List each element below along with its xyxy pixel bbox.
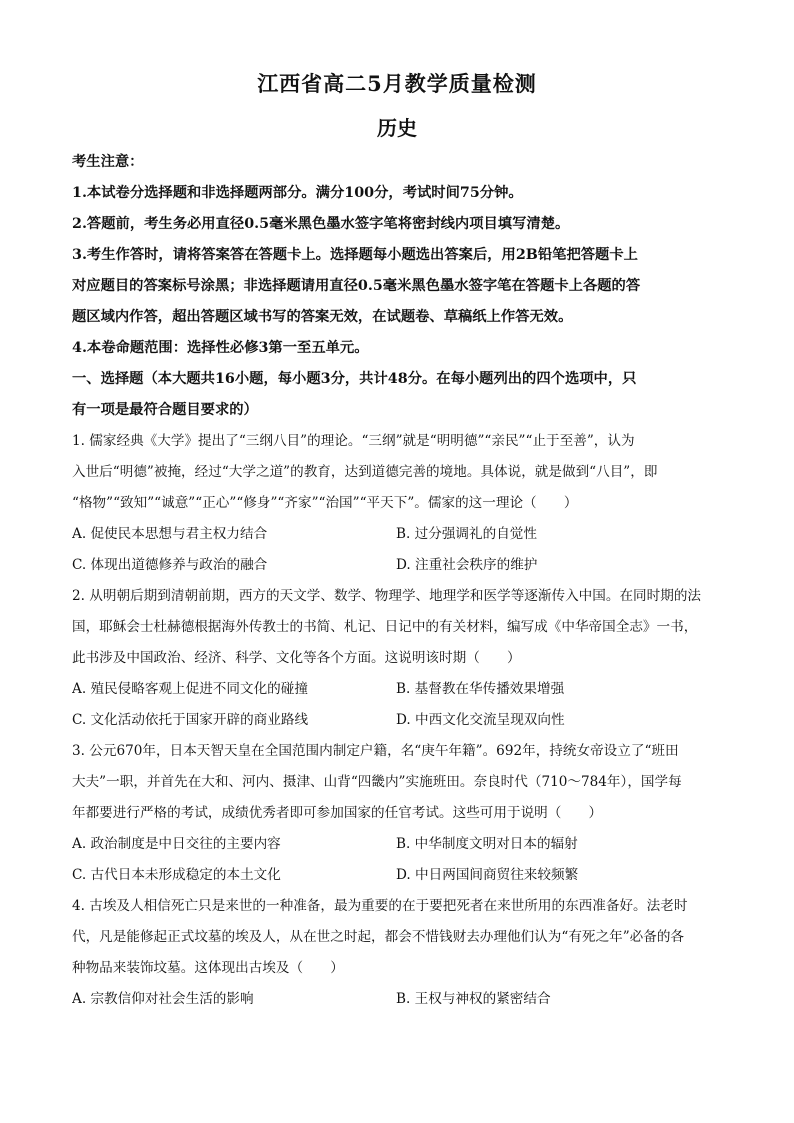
question-3 [72, 736, 724, 891]
option-b: B. 过分强调礼的自觉性 [396, 526, 537, 542]
section-heading: 有一项是最符合题目要求的） [72, 402, 258, 418]
option-c: C. 文化活动依托于国家开辟的商业路线 [72, 712, 309, 728]
question-text: 此书涉及中国政治、经济、科学、文化等各个方面。这说明该时期（ ） [72, 650, 521, 666]
option-b: B. 王权与神权的紧密结合 [396, 991, 551, 1007]
option-a: A. 殖民侵略客观上促进不同文化的碰撞 [72, 681, 308, 697]
option-row [72, 829, 724, 860]
option-c: C. 古代日本未形成稳定的本土文化 [72, 867, 281, 883]
notice-line: 3.考生作答时，请将答案答在答题卡上。选择题每小题选出答案后，用2B铅笔把答题卡上 [72, 247, 638, 263]
option-row [72, 984, 724, 1015]
option-row [72, 705, 724, 736]
notice-line: 4.本卷命题范围：选择性必修3第一至五单元。 [72, 340, 369, 356]
question-1 [72, 426, 724, 581]
question-text: 种物品来装饰坟墓。这体现出古埃及（ ） [72, 960, 344, 976]
exam-content [72, 147, 724, 1015]
option-row [72, 674, 724, 705]
question-2 [72, 581, 724, 736]
subject-title: 历史 [377, 116, 417, 140]
option-d: D. 中西文化交流呈现双向性 [396, 712, 565, 728]
question-4 [72, 891, 724, 1015]
notice-line: 2.答题前，考生务必用直径0.5毫米黑色墨水签字笔将密封线内项目填写清楚。 [72, 216, 570, 232]
option-row [72, 550, 724, 581]
notice-heading: 考生注意： [72, 154, 144, 170]
question-text: 大夫”一职，并首先在大和、河内、摄津、山背“四畿内”实施班田。奈良时代（710～784年），国学每 [72, 774, 682, 790]
question-text: 年都要进行严格的考试，成绩优秀者即可参加国家的任官考试。这些可用于说明（ ） [72, 805, 603, 821]
option-row [72, 860, 724, 891]
question-text: 国，耶稣会士杜赫德根据海外传教士的书简、札记、日记中的有关材料，编写成《中华帝国全志》一书， [72, 619, 698, 635]
option-a: A. 促使民本思想与君主权力结合 [72, 526, 268, 542]
section-heading: 一、选择题（本大题共16小题，每小题3分，共计48分。在每小题列出的四个选项中，只 [72, 371, 637, 387]
notice-line: 题区域内作答，超出答题区域书写的答案无效，在试题卷、草稿纸上作答无效。 [72, 309, 573, 325]
option-d: D. 中日两国间商贸往来较频繁 [396, 867, 579, 883]
question-text: 代，凡是能修起正式坟墓的埃及人，从在世之时起，都会不惜钱财去办理他们认为“有死之年”必备的各 [72, 929, 685, 945]
option-a: A. 政治制度是中日交往的主要内容 [72, 836, 281, 852]
option-a: A. 宗教信仰对社会生活的影响 [72, 991, 254, 1007]
notice-line: 对应题目的答案标号涂黑；非选择题请用直径0.5毫米黑色墨水签字笔在答题卡上各题的答 [72, 278, 641, 294]
option-b: B. 中华制度文明对日本的辐射 [396, 836, 578, 852]
option-c: C. 体现出道德修养与政治的融合 [72, 557, 268, 573]
question-text: 4. 古埃及人相信死亡只是来世的一种准备，最为重要的在于要把死者在来世所用的东西准备好。法老时 [72, 898, 688, 914]
question-text: 2. 从明朝后期到清朝前期，西方的天文学、数学、物理学、地理学和医学等逐渐传入中国。在同时期的法 [72, 588, 702, 604]
page-title: 江西省高二5月教学质量检测 [257, 71, 537, 96]
question-text: “格物”“致知”“诚意”“正心”“修身”“齐家”“治国”“平天下”。儒家的这一理论（ ） [72, 495, 578, 511]
option-row [72, 519, 724, 550]
question-text: 入世后“明德”被掩，经过“大学之道”的教育，达到道德完善的境地。具体说，就是做到“八目”，即 [72, 464, 658, 480]
question-text: 1. 儒家经典《大学》提出了“三纲八目”的理论。“三纲”就是“明明德”“亲民”“止于至善”，认为 [72, 433, 635, 449]
notice-line: 1.本试卷分选择题和非选择题两部分。满分100分，考试时间75分钟。 [72, 185, 523, 201]
option-d: D. 注重社会秩序的维护 [396, 557, 538, 573]
option-b: B. 基督教在华传播效果增强 [396, 681, 565, 697]
question-text: 3. 公元670年，日本天智天皇在全国范围内制定户籍，名“庚午年籍”。692年，持统女帝设立了“班田 [72, 743, 679, 759]
